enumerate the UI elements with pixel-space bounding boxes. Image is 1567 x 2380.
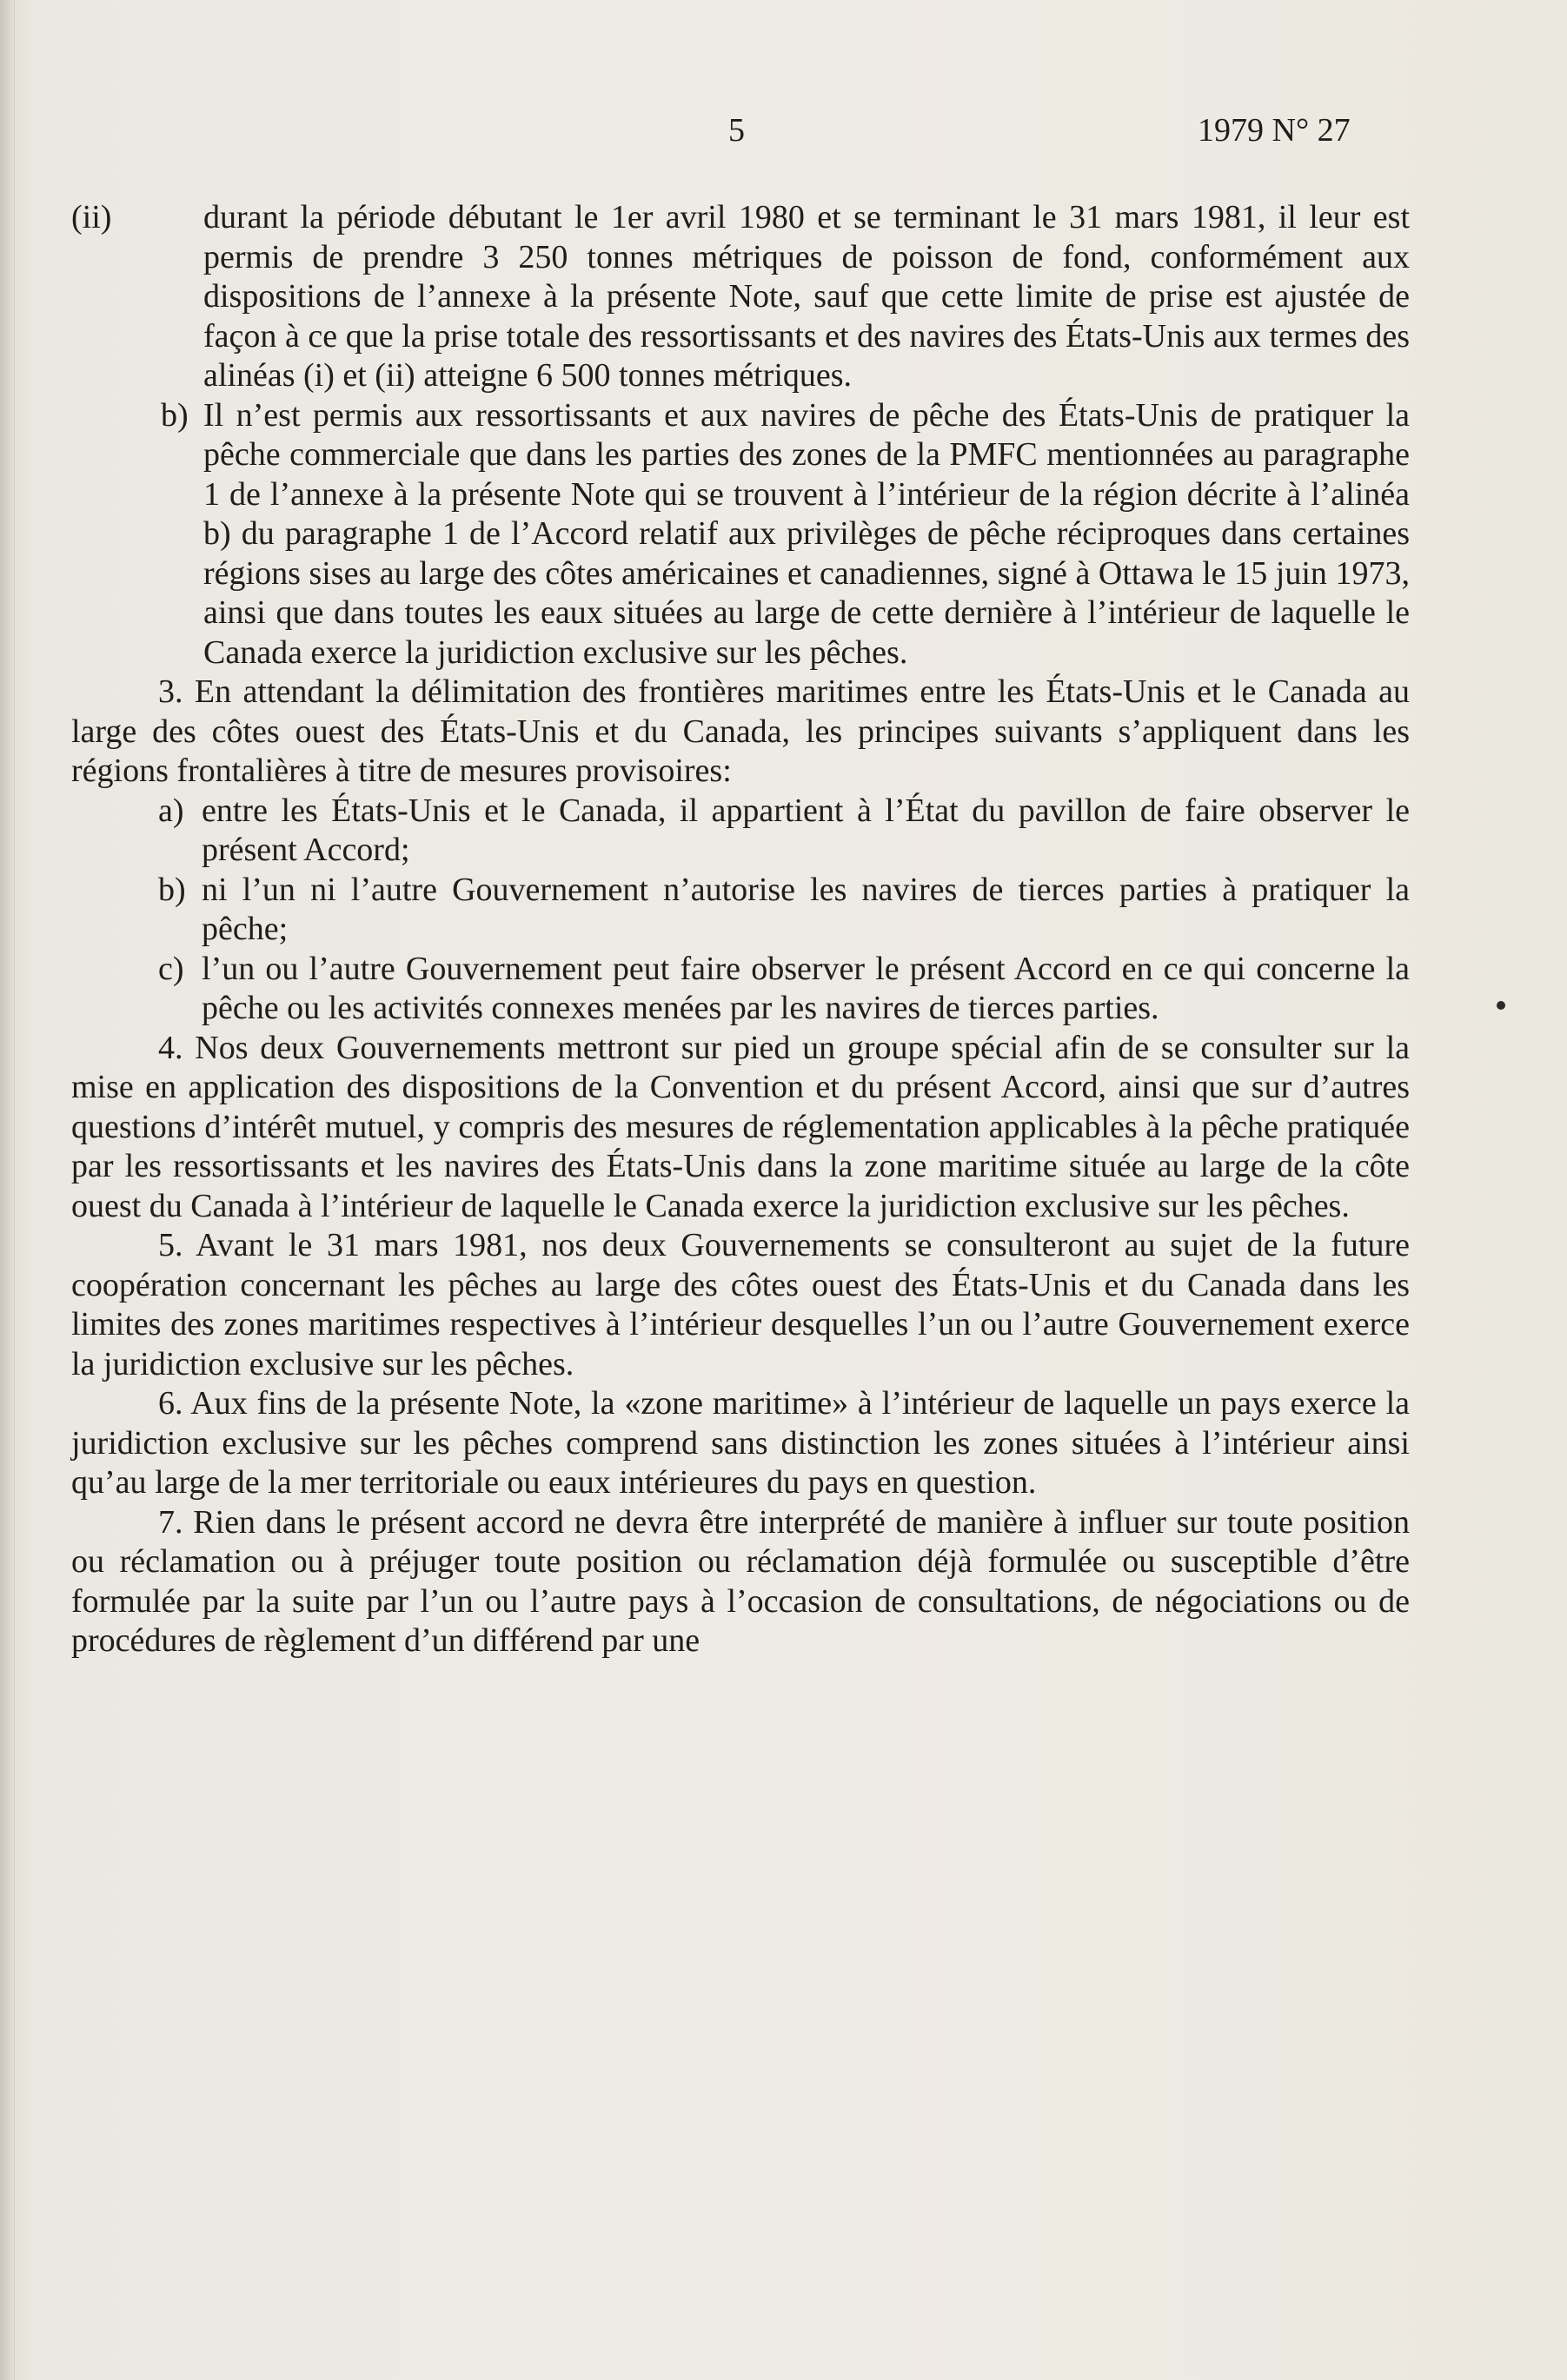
- item-text: Il n’est permis aux ressortissants et aux navires de pêche des États-Unis de pratiquer la pêche commerciale que dans les parties des zones de la PMFC mentionnées au paragraphe 1 de l’annexe à la présente Note qui se trouvent à l’intérieur de la région décrite à l’alinéa b) du paragraphe 1 de l’Accord relatif aux privilèges de pêche réciproques dans certaines régions sises au large des côtes américaines et canadiennes, signé à Ottawa le 15 juin 1973, ainsi que dans toutes les eaux situées au large de cette dernière à l’intérieur de laquelle le Canada exerce la juridiction exclusive sur les pêches.: [203, 396, 1410, 671]
- paragraph-4: 4. Nos deux Gouvernements mettront sur pied un groupe spécial afin de se consulter sur la mise en application des dispositions de la Convention et du présent Accord, ainsi que sur d’autres questions d’intérêt mutuel, y compris des mesures de réglementation applicables à la pêche pratiquée par les ressortissants et les navires des États-Unis dans la zone maritime située au large de la côte ouest du Canada à l’intérieur de laquelle le Canada exerce la juridiction exclusive sur les pêches.: [71, 1029, 1410, 1224]
- item-text: ni l’un ni l’autre Gouvernement n’autorise les navires de tierces parties à pratiquer la pêche;: [202, 871, 1410, 947]
- page-body: [71, 198, 1410, 1661]
- item-text: entre les États-Unis et le Canada, il appartient à l’État du pavillon de faire observer le présent Accord;: [202, 792, 1410, 868]
- item-label: b): [158, 871, 186, 908]
- item-text: l’un ou l’autre Gouvernement peut faire observer le présent Accord en ce qui concerne la pêche ou les activités connexes menées par les navires de tierces parties.: [202, 950, 1410, 1026]
- paragraph-6: 6. Aux fins de la présente Note, la «zone maritime» à l’intérieur de laquelle un pays exerce la juridiction exclusive sur les pêches comprend sans distinction les zones situées à l’intérieur ainsi qu’au large de la mer territoriale ou eaux intérieures du pays en question.: [71, 1385, 1410, 1501]
- subparagraph-b: [71, 396, 1410, 673]
- item-label: a): [158, 792, 184, 829]
- paragraph-3-item-b: [71, 871, 1410, 950]
- item-text: durant la période débutant le 1er avril 1980 et se terminant le 31 mars 1981, il leur est permis de prendre 3 250 tonnes métriques de poisson de fond, conformément aux dispositions de l’annexe à la présente Note, sauf que cette limite de prise est ajustée de façon à ce que la prise totale des ressortissants et des navires des États-Unis aux termes des alinéas (i) et (ii) atteigne 6 500 tonnes métriques.: [203, 199, 1410, 394]
- item-label: (ii): [71, 199, 112, 235]
- margin-mark: [1497, 1001, 1505, 1010]
- item-label: c): [158, 950, 184, 987]
- paragraph-3: 3. En attendant la délimitation des frontières maritimes entre les États-Unis et le Canada au large des côtes ouest des États-Unis et du Canada, les principes suivants s’appliquent dans les régions frontalières à titre de mesures provisoires:: [71, 673, 1410, 789]
- paragraph-3-item-c: [71, 950, 1410, 1029]
- paragraph-5: 5. Avant le 31 mars 1981, nos deux Gouvernements se consulteront au sujet de la future coopération concernant les pêches au large des côtes ouest des États-Unis et du Canada dans les limites des zones maritimes respectives à l’intérieur desquelles l’un ou l’autre Gouvernement exerce la juridiction exclusive sur les pêches.: [71, 1227, 1410, 1382]
- item-label: b): [161, 396, 189, 434]
- page-number: 5: [728, 112, 745, 149]
- paragraph-3-item-a: [71, 792, 1410, 871]
- document-reference: 1979 N° 27: [1198, 112, 1351, 149]
- page-binding-edge: [0, 0, 15, 2380]
- subparagraph-ii: [71, 198, 1410, 396]
- paragraph-7: 7. Rien dans le présent accord ne devra être interprété de manière à influer sur toute position ou réclamation ou à préjuger toute position ou réclamation déjà formulée ou susceptible d’être formulée par la suite par l’un ou l’autre pays à l’occasion de consultations, de négociations ou de procédures de règlement d’un différend par une: [71, 1503, 1410, 1659]
